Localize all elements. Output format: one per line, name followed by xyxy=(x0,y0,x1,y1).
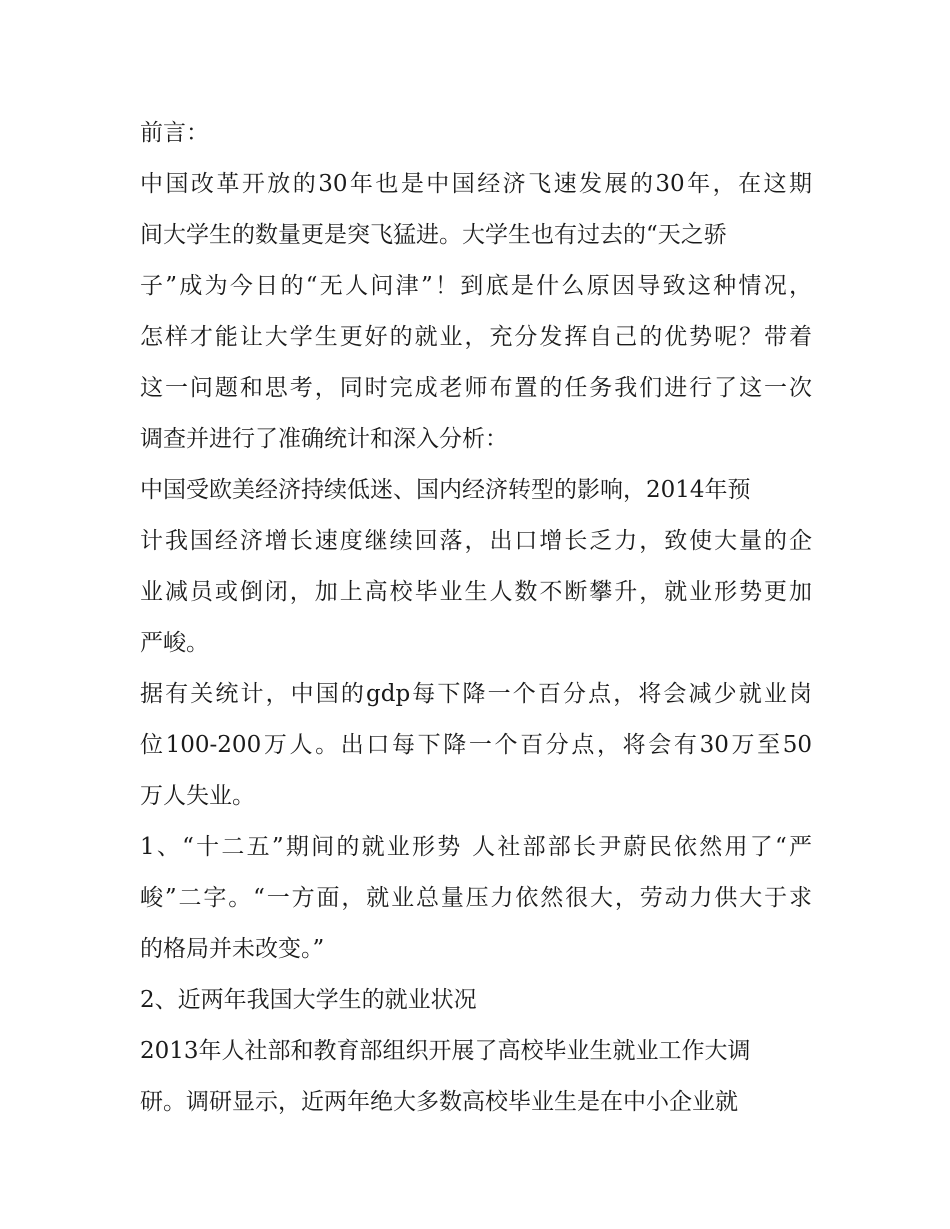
text-line: 严峻。 xyxy=(140,630,209,656)
text-line: 的格局并未改变。” xyxy=(140,936,325,962)
text-line: 怎样才能让大学生更好的就业，充分发挥自己的优势呢？带着 xyxy=(140,324,812,350)
text-line: 2013年人社部和教育部组织开展了高校毕业生就业工作大调 xyxy=(140,1038,751,1064)
text-line: 研。调研显示，近两年绝大多数高校毕业生是在中小企业就 xyxy=(140,1089,738,1115)
text-line: 峻”二字。“一方面，就业总量压力依然很大，劳动力供大于求 xyxy=(140,885,812,911)
text-line: 调查并进行了准确统计和深入分析： xyxy=(140,426,508,452)
text-line: 这一问题和思考，同时完成老师布置的任务我们进行了这一次 xyxy=(140,375,812,401)
document-body xyxy=(140,108,812,1128)
text-line: 前言： xyxy=(140,120,209,146)
text-line: 计我国经济增长速度继续回落，出口增长乏力，致使大量的企 xyxy=(140,528,812,554)
text-line: 据有关统计，中国的gdp每下降一个百分点，将会减少就业岗 xyxy=(140,681,812,707)
text-line: 位100-200万人。出口每下降一个百分点，将会有30万至50 xyxy=(140,732,812,758)
text-line: 万人失业。 xyxy=(140,783,255,809)
text-line: 中国受欧美经济持续低迷、国内经济转型的影响，2014年预 xyxy=(140,477,751,503)
text-line: 2、近两年我国大学生的就业状况 xyxy=(140,987,477,1013)
text-line: 业减员或倒闭，加上高校毕业生人数不断攀升，就业形势更加 xyxy=(140,579,812,605)
text-line: 中国改革开放的30年也是中国经济飞速发展的30年，在这期 xyxy=(140,171,812,197)
text-line: 子”成为今日的“无人问津”！到底是什么原因导致这种情况， xyxy=(140,273,812,299)
text-line: 间大学生的数量更是突飞猛进。大学生也有过去的“天之骄 xyxy=(140,222,727,248)
text-line: 1、“十二五”期间的就业形势 人社部部长尹蔚民依然用了“严 xyxy=(140,834,812,860)
